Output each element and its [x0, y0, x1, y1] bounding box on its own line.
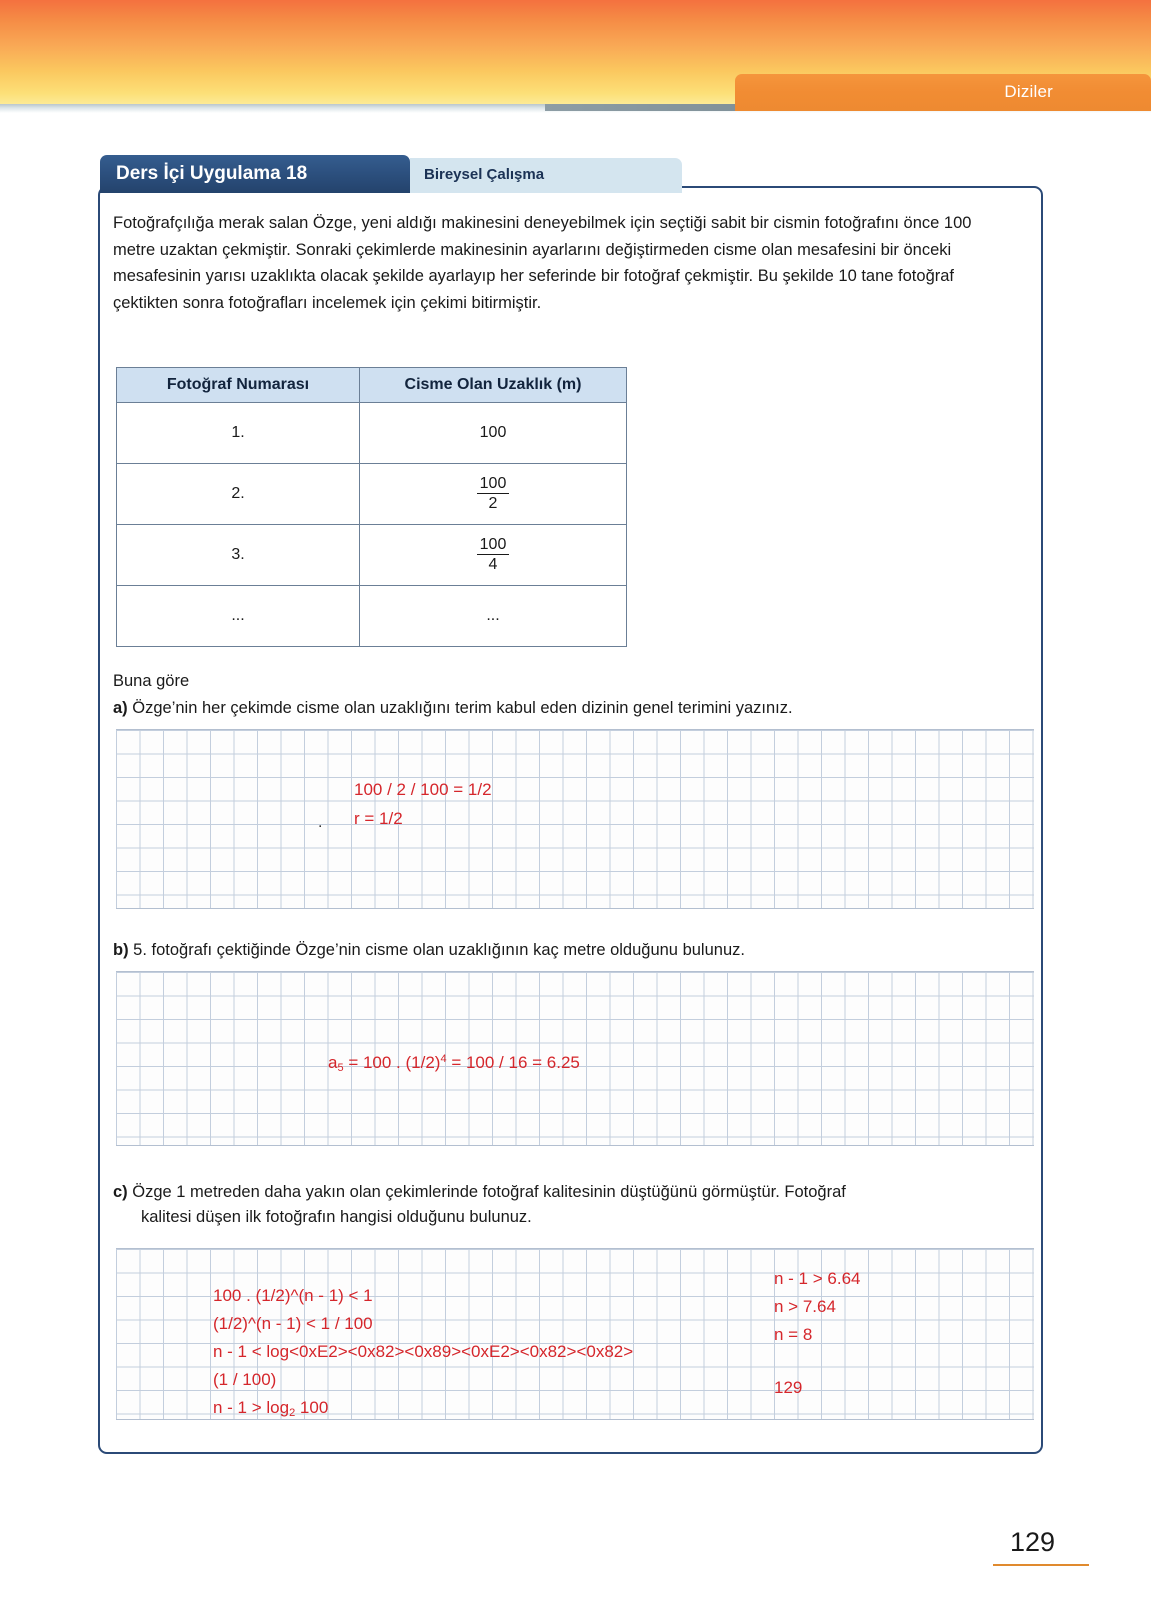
table-row [117, 586, 627, 647]
table-header-photo-number: Fotoğraf Numarası [117, 368, 360, 403]
page-number-rule [993, 1564, 1089, 1566]
table-row [117, 464, 627, 525]
question-a [113, 696, 1013, 721]
answer-c-left-line-5-tail: 100 [295, 1398, 329, 1417]
chapter-label: Diziler [1004, 82, 1053, 101]
table-cell-value [360, 525, 627, 586]
table-cell-value [360, 464, 627, 525]
table-header-row [117, 368, 627, 403]
answer-c-left-line-4: (1 / 100) [213, 1370, 277, 1389]
table-row [117, 403, 627, 464]
answer-c-left-line-5-main: n - 1 > log [213, 1398, 290, 1417]
answer-b-prefix: a [328, 1053, 338, 1072]
question-c-text-line-1: Özge 1 metreden daha yakın olan çekimlerinde fotoğraf kalitesinin düştüğünü görmüştür. Fotoğraf [132, 1183, 846, 1201]
table-cell-index: 1. [117, 403, 360, 464]
table-row [117, 525, 627, 586]
question-b-text: 5. fotoğrafı çektiğinde Özge’nin cisme olan uzaklığının kaç metre olduğunu bulunuz. [133, 941, 745, 959]
table-cell-value: 100 [360, 403, 627, 464]
answer-b-superscript: 4 [440, 1053, 447, 1065]
answer-c-right-line-1: n - 1 > 6.64 [774, 1269, 861, 1288]
fraction [477, 536, 510, 574]
table-cell-index: 3. [117, 525, 360, 586]
answer-a-line-2: r = 1/2 [354, 809, 403, 828]
table-cell-index: 2. [117, 464, 360, 525]
fraction-numerator: 100 [477, 536, 510, 555]
question-a-text: Özge’nin her çekimde cisme olan uzaklığını terim kabul eden dizinin genel terimini yazınız. [132, 699, 793, 717]
table-cell-index: ... [117, 586, 360, 647]
question-b [113, 938, 1013, 963]
answer-area-c[interactable] [116, 1248, 1034, 1420]
table-cell-value: ... [360, 586, 627, 647]
answer-c-log-base: 2 [289, 1407, 296, 1419]
answer-c-left-line-3: n - 1 < log<0xE2><0x82><0x89><0xE2><0x82><0x82> [213, 1342, 634, 1361]
page-number: 129 [1009, 1527, 1055, 1557]
exercise-title: Ders İçi Uygulama 18 [116, 163, 308, 184]
answer-a-line-1: 100 / 2 / 100 = 1/2 [354, 780, 492, 799]
question-c-marker: c) [113, 1183, 128, 1201]
answer-b-mid: = 100 . (1/2) [343, 1053, 441, 1072]
exercise-subtitle: Bireysel Çalışma [424, 166, 545, 183]
exercise-prompt: Fotoğrafçılığa merak salan Özge, yeni aldığı makinesini deneyebilmek için seçtiği sabit bir cismin fotoğrafını önce 100 metre uzaktan çekmiştir. Sonraki çekimlerde makinesinin ayarlarını değiştirmeden cisme olan mesafesini bir önceki mesafesinin yarısı uzaklıkta olacak şekilde ayarlayıp her seferinde bir fotoğraf çekmiştir. Bu şekilde 10 tane fotoğraf çektikten sonra fotoğrafları incelemek için çekimi bitirmiştir. [113, 214, 972, 312]
answer-b-subscript: 5 [337, 1062, 344, 1074]
answer-c-right-line-2: n > 7.64 [774, 1297, 836, 1316]
exercise-subtitle-tab [410, 158, 682, 193]
fraction-denominator: 2 [488, 494, 498, 512]
answer-c-right-extra: 129 [774, 1378, 803, 1397]
questions-intro: Buna göre [113, 672, 190, 690]
answer-c-left-line-2: (1/2)^(n - 1) < 1 / 100 [213, 1314, 373, 1333]
photo-distance-table [116, 367, 627, 647]
answer-area-a[interactable] [116, 729, 1034, 909]
question-c-text-line-2: kalitesi düşen ilk fotoğrafın hangisi olduğunu bulunuz. [141, 1208, 532, 1226]
answer-c-right-line-3: n = 8 [774, 1325, 813, 1344]
exercise-title-tab [100, 155, 410, 193]
question-a-marker: a) [113, 699, 128, 717]
question-b-marker: b) [113, 941, 129, 959]
stray-dot-mark: . [318, 814, 323, 831]
question-c [113, 1180, 1023, 1230]
answer-area-b[interactable] [116, 971, 1034, 1146]
chapter-tab [735, 74, 1151, 111]
fraction-numerator: 100 [477, 475, 510, 494]
fraction-denominator: 4 [488, 555, 498, 573]
answer-c-left-line-1: 100 . (1/2)^(n - 1) < 1 [213, 1286, 373, 1305]
answer-b-suffix: = 100 / 16 = 6.25 [446, 1053, 580, 1072]
answer-b-line-1 [328, 1045, 580, 1082]
table-header-distance: Cisme Olan Uzaklık (m) [360, 368, 627, 403]
fraction [477, 475, 510, 513]
answer-c-left-line-5 [213, 1394, 328, 1427]
